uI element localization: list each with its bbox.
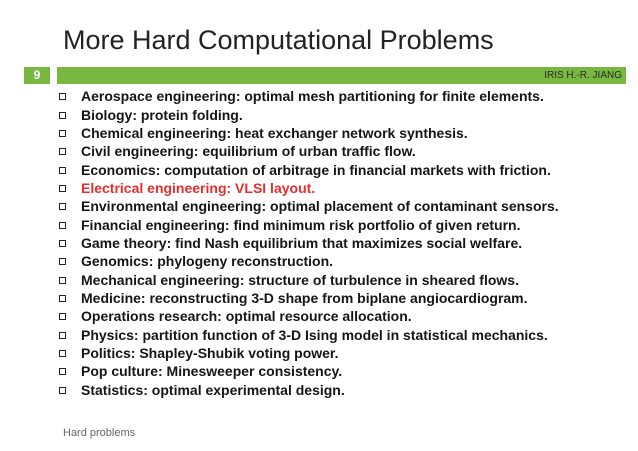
problem-text: Genomics: phylogeny reconstruction. <box>81 253 334 270</box>
problem-text: Economics: computation of arbitrage in financial markets with friction. <box>81 161 551 178</box>
square-bullet-icon <box>59 130 66 137</box>
problem-text: Biology: protein folding. <box>81 106 243 123</box>
problem-item-5 <box>59 160 629 178</box>
square-bullet-icon <box>59 350 66 357</box>
problem-item-1 <box>59 87 629 105</box>
problem-text: Operations research: optimal resource allocation. <box>81 308 412 325</box>
problem-item-6-highlighted <box>59 179 629 197</box>
problem-text: Mechanical engineering: structure of turbulence in sheared flows. <box>81 271 519 288</box>
problem-item-11 <box>59 270 629 288</box>
problem-text: Chemical engineering: heat exchanger network synthesis. <box>81 124 468 141</box>
square-bullet-icon <box>59 240 66 247</box>
problem-item-15 <box>59 344 629 362</box>
problem-item-7 <box>59 197 629 215</box>
square-bullet-icon <box>59 167 66 174</box>
square-bullet-icon <box>59 313 66 320</box>
problem-item-16 <box>59 362 629 380</box>
square-bullet-icon <box>59 203 66 210</box>
square-bullet-icon <box>59 258 66 265</box>
square-bullet-icon <box>59 295 66 302</box>
slide-number: 9 <box>24 67 50 84</box>
square-bullet-icon <box>59 93 66 100</box>
problem-item-2 <box>59 105 629 123</box>
problem-item-8 <box>59 215 629 233</box>
square-bullet-icon <box>59 277 66 284</box>
title-accent-bar <box>57 67 626 84</box>
problem-item-10 <box>59 252 629 270</box>
problem-text: Civil engineering: equilibrium of urban traffic flow. <box>81 143 416 160</box>
problem-item-12 <box>59 289 629 307</box>
problem-text: Game theory: find Nash equilibrium that maximizes social welfare. <box>81 234 523 251</box>
square-bullet-icon <box>59 222 66 229</box>
problem-text: Physics: partition function of 3-D Ising model in statistical mechanics. <box>81 326 548 343</box>
problem-item-3 <box>59 124 629 142</box>
slide-footer: Hard problems <box>63 427 136 439</box>
square-bullet-icon <box>59 185 66 192</box>
square-bullet-icon <box>59 368 66 375</box>
slide-author: IRIS H.-R. JIANG <box>544 70 622 81</box>
square-bullet-icon <box>59 148 66 155</box>
problem-text: Environmental engineering: optimal placement of contaminant sensors. <box>81 198 559 215</box>
square-bullet-icon <box>59 112 66 119</box>
problem-text: Financial engineering: find minimum risk portfolio of given return. <box>81 216 521 233</box>
problem-item-9 <box>59 234 629 252</box>
problem-text: Politics: Shapley-Shubik voting power. <box>81 344 339 361</box>
problem-text: Pop culture: Minesweeper consistency. <box>81 363 343 380</box>
problem-item-17 <box>59 381 629 399</box>
problem-text: Statistics: optimal experimental design. <box>81 381 345 398</box>
problem-item-13 <box>59 307 629 325</box>
square-bullet-icon <box>59 387 66 394</box>
slide-title: More Hard Computational Problems <box>63 25 494 55</box>
hard-problems-list <box>59 87 629 399</box>
problem-text: Medicine: reconstructing 3-D shape from biplane angiocardiogram. <box>81 289 528 306</box>
problem-text: Aerospace engineering: optimal mesh partitioning for finite elements. <box>81 88 544 105</box>
problem-item-4 <box>59 142 629 160</box>
problem-item-14 <box>59 325 629 343</box>
problem-text: Electrical engineering: VLSI layout. <box>81 179 316 196</box>
square-bullet-icon <box>59 332 66 339</box>
